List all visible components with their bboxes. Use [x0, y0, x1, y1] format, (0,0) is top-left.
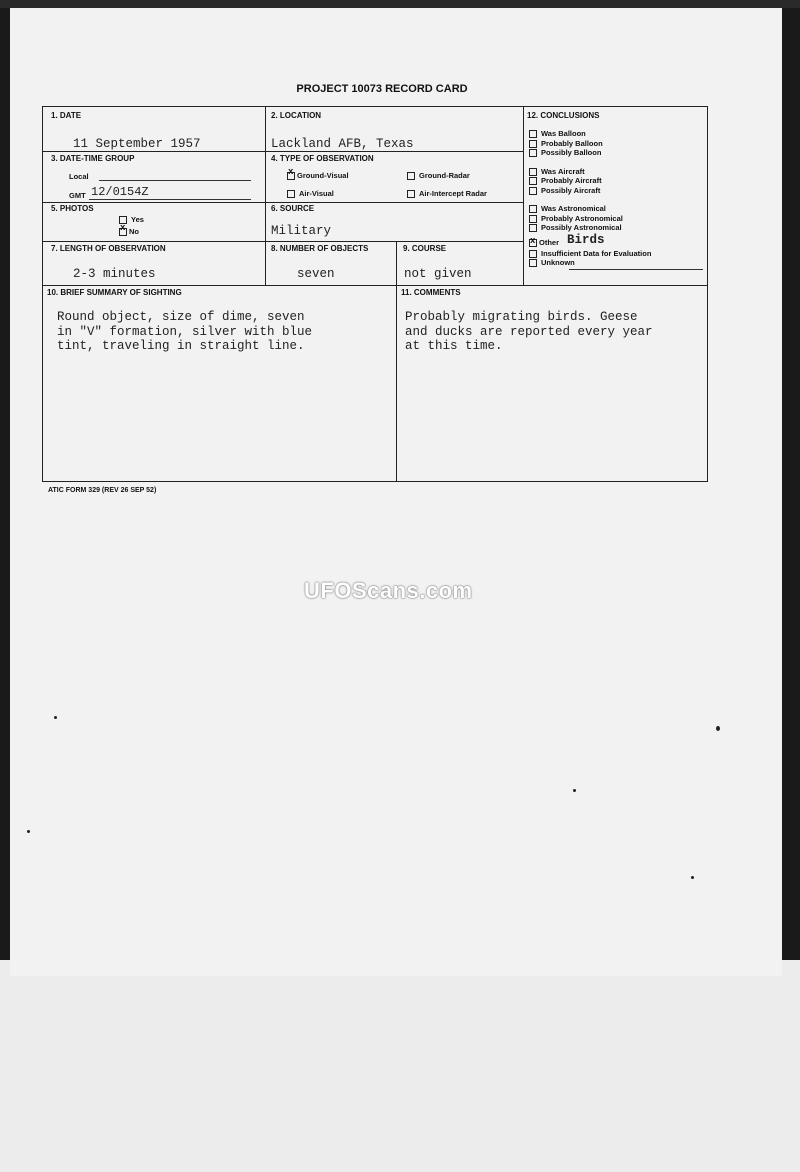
ground-radar-option[interactable]: Ground-Radar: [407, 171, 470, 180]
checkbox-icon: [529, 130, 537, 138]
checkbox-icon: [407, 190, 415, 198]
divider: [396, 241, 397, 285]
checkbox-icon: [529, 168, 537, 176]
divider: [43, 151, 523, 152]
objects-value: seven: [297, 267, 335, 281]
conclusions-label: 12. CONCLUSIONS: [527, 111, 600, 120]
possibly-astronomical-option[interactable]: Possibly Astronomical: [529, 223, 651, 233]
checkbox-icon: [407, 172, 415, 180]
divider: [523, 107, 524, 285]
form-id: ATIC FORM 329 (REV 26 SEP 52): [48, 487, 157, 494]
divider: [43, 285, 707, 286]
was-aircraft-option[interactable]: Was Aircraft: [529, 167, 651, 177]
was-astronomical-option[interactable]: Was Astronomical: [529, 204, 651, 214]
summary-text: Round object, size of dime, seven in "V" formation, silver with blue tint, traveling in straight line.: [57, 310, 313, 353]
checkbox-icon: [529, 140, 537, 148]
checkbox-icon: [287, 190, 295, 198]
date-label: 1. DATE: [51, 111, 82, 120]
checkbox-icon: [529, 187, 537, 195]
local-label: Local: [69, 172, 89, 181]
underlying-page: [0, 960, 800, 1172]
possibly-balloon-option[interactable]: Possibly Balloon: [529, 148, 651, 158]
objects-label: 8. NUMBER OF OBJECTS: [271, 244, 369, 253]
speck: [691, 876, 694, 879]
possibly-aircraft-option[interactable]: Possibly Aircraft: [529, 186, 651, 196]
checkbox-icon: [529, 149, 537, 157]
course-label: 9. COURSE: [403, 244, 447, 253]
location-value: Lackland AFB, Texas: [271, 137, 414, 151]
air-visual-option[interactable]: Air-Visual: [287, 189, 334, 198]
conclusions-list: [529, 129, 651, 268]
was-balloon-option[interactable]: Was Balloon: [529, 129, 651, 139]
probably-balloon-option[interactable]: Probably Balloon: [529, 139, 651, 149]
speck: [573, 789, 576, 792]
speck: [27, 830, 30, 833]
checkbox-icon: [529, 259, 537, 267]
course-value: not given: [404, 267, 472, 281]
photos-label: 5. PHOTOS: [51, 204, 94, 213]
source-value: Military: [271, 224, 332, 238]
checked-box-icon: [119, 228, 127, 236]
source-label: 6. SOURCE: [271, 204, 315, 213]
type-obs-label: 4. TYPE OF OBSERVATION: [271, 154, 374, 163]
top-edge: [0, 0, 800, 8]
comments-label: 11. COMMENTS: [401, 288, 461, 297]
checkbox-icon: [529, 224, 537, 232]
location-label: 2. LOCATION: [271, 111, 322, 120]
other-line: [569, 269, 703, 270]
other-value: Birds: [567, 232, 605, 247]
record-card: [42, 106, 708, 482]
air-intercept-option[interactable]: Air-Intercept Radar: [407, 189, 487, 198]
checkbox-icon: [529, 177, 537, 185]
speck: [716, 726, 720, 731]
checkbox-icon: [529, 215, 537, 223]
summary-label: 10. BRIEF SUMMARY OF SIGHTING: [47, 288, 182, 297]
gmt-line: [89, 199, 251, 200]
photos-no-option[interactable]: xNo: [119, 227, 139, 236]
checkbox-icon: [529, 250, 537, 258]
photos-yes-option[interactable]: Yes: [119, 215, 144, 224]
length-value: 2-3 minutes: [73, 267, 156, 281]
divider: [43, 202, 523, 203]
comments-text: Probably migrating birds. Geese and ducks are reported every year at this time.: [405, 310, 653, 353]
checked-box-icon: [529, 239, 537, 247]
card-title: PROJECT 10073 RECORD CARD: [296, 83, 468, 95]
probably-aircraft-option[interactable]: Probably Aircraft: [529, 176, 651, 186]
divider: [43, 241, 523, 242]
ground-visual-option[interactable]: xGround-Visual: [287, 171, 349, 180]
divider: [265, 107, 266, 285]
divider: [396, 285, 397, 481]
watermark: UFOScans.com: [304, 578, 473, 603]
date-value: 11 September 1957: [73, 137, 201, 151]
insufficient-data-option[interactable]: Insufficient Data for Evaluation: [529, 249, 651, 259]
dtg-label: 3. DATE-TIME GROUP: [51, 154, 135, 163]
gmt-label: GMT: [69, 191, 86, 200]
gmt-value: 12/0154Z: [91, 185, 149, 199]
unknown-option[interactable]: Unknown: [529, 258, 651, 268]
speck: [54, 716, 57, 719]
local-line: [99, 180, 251, 181]
probably-astronomical-option[interactable]: Probably Astronomical: [529, 214, 651, 224]
other-option[interactable]: xOther Birds: [529, 235, 651, 249]
checked-box-icon: [287, 172, 295, 180]
checkbox-icon: [529, 205, 537, 213]
length-label: 7. LENGTH OF OBSERVATION: [51, 244, 166, 253]
